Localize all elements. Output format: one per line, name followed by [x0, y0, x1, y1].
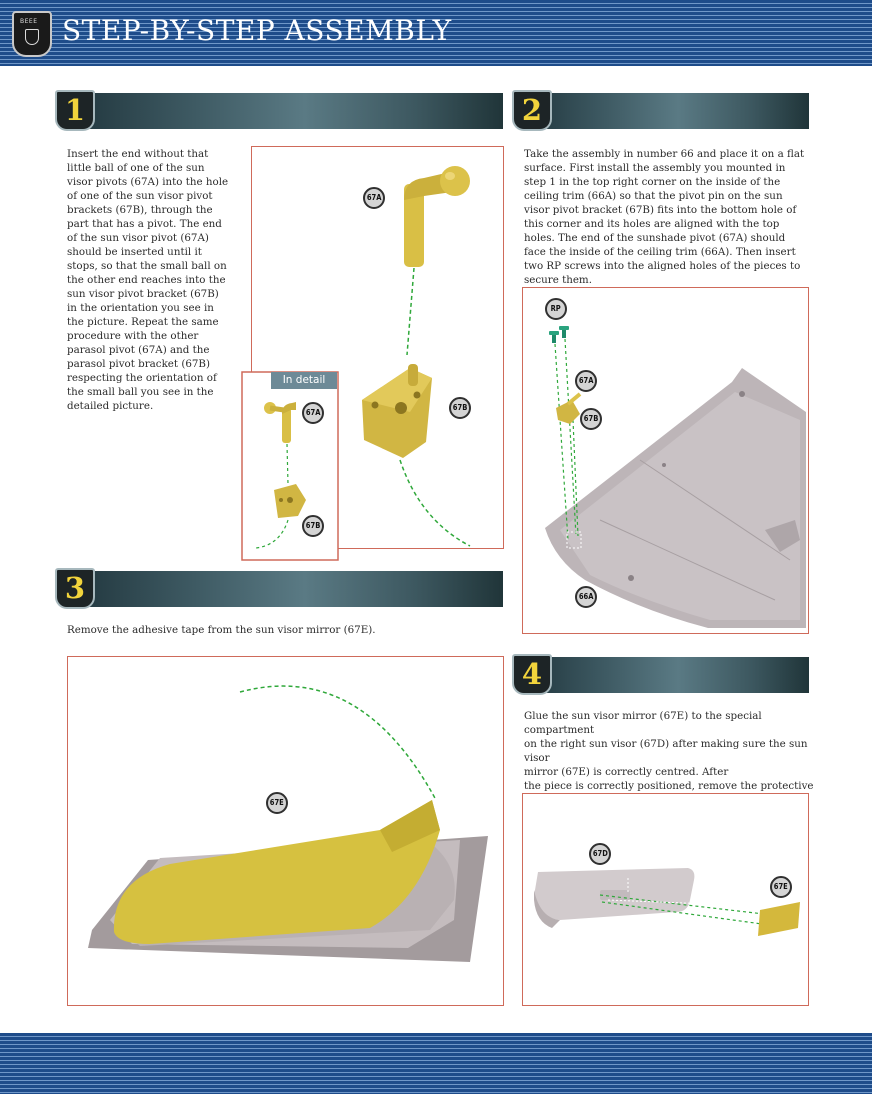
brand-monogram: BEEE [20, 18, 38, 25]
step-4-number: 4 [512, 654, 552, 695]
callout-67b: 67B [449, 397, 471, 419]
step-3-number: 3 [55, 568, 95, 609]
callout-67e: 67E [770, 876, 792, 898]
callout-67e: 67E [266, 792, 288, 814]
callout-67a: 67A [363, 187, 385, 209]
footer-band [0, 1033, 872, 1094]
step-1-instructions: Insert the end without that little ball of one of the sun visor pivots (67A) into the hole of one of the sun visor pivot brackets (67B), through the part that has a pivot. The end of the sun visor pivot (67A) should be inserted until it stops, so that the small ball on the other end reaches into the sun visor pivot bracket (67B) in the orientation you see in the picture. Repeat the same procedure with the other parasol pivot (67A) and the parasol pivot bracket (67B) respecting the orientation of the small ball you see in the detailed picture. [67, 148, 229, 412]
in-detail-label: In detail [271, 372, 337, 389]
callout-67a: 67A [575, 370, 597, 392]
page-title: STEP-BY-STEP ASSEMBLY [62, 14, 452, 47]
mounted-bracket-illustration [556, 394, 580, 424]
step-2-instructions: Take the assembly in number 66 and place it on a flat surface. First install the assembly you mounted in step 1 in the top right corner on the inside of the ceiling trim (66A) so that the pivot pin on the sun visor pivot bracket (67B) fits into the bottom hole of this corner and its holes are aligned with the top holes. The end of the sunshade pivot (67A) should face the inside of the ceiling trim (66A). Then insert two RP screws into the aligned holes of the pieces to secure them. [524, 148, 805, 286]
callout-67a-detail: 67A [302, 402, 324, 424]
step-4-line: mirror (67E) is correctly centred. After [524, 766, 729, 778]
rp-screws-illustration [549, 326, 569, 343]
sun-visor-pivot-illustration [404, 166, 470, 267]
callout-67d: 67D [589, 843, 611, 865]
step-4-line: the piece is correctly positioned, remove the protective [524, 780, 814, 792]
step-1-number: 1 [55, 90, 95, 131]
step-3-instructions: Remove the adhesive tape from the sun visor mirror (67E). [67, 624, 376, 636]
callout-rp: RP [545, 298, 567, 320]
sun-visor-mirror-illustration [758, 902, 800, 936]
step-2-number: 2 [512, 90, 552, 131]
pivot-bracket-illustration [362, 364, 432, 458]
callout-67b-detail: 67B [302, 515, 324, 537]
callout-66a: 66A [575, 586, 597, 608]
sun-visor-illustration [534, 868, 694, 928]
step-4-line: on the right sun visor (67D) after making sure the sun visor [524, 738, 808, 764]
step-4-line: Glue the sun visor mirror (67E) to the special compartment [524, 710, 762, 736]
callout-67b: 67B [580, 408, 602, 430]
